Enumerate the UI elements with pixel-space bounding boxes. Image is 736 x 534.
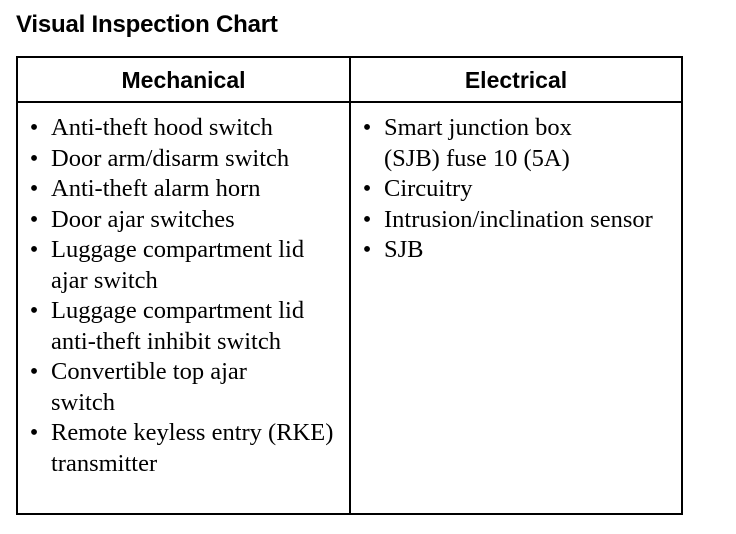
bullet-icon: • — [362, 114, 372, 141]
list-item — [359, 174, 674, 205]
inspection-table — [16, 56, 683, 515]
list-item-text: SJB — [384, 236, 424, 263]
list-item-text: Circuitry — [384, 175, 473, 202]
list-item — [26, 357, 316, 418]
bullet-icon: • — [29, 297, 39, 324]
mechanical-cell — [18, 103, 351, 513]
bullet-icon: • — [29, 419, 39, 446]
electrical-cell — [351, 103, 681, 513]
list-item — [359, 205, 659, 236]
list-item — [26, 235, 341, 296]
column-header-electrical: Electrical — [351, 58, 681, 103]
list-item — [26, 296, 341, 357]
list-item-text: Anti-theft hood switch — [51, 114, 273, 141]
mechanical-list — [26, 113, 345, 479]
electrical-list — [359, 113, 677, 266]
bullet-icon: • — [362, 205, 372, 233]
list-item-text: Convertible top ajar switch — [51, 358, 247, 416]
list-item — [26, 144, 351, 175]
list-item — [26, 113, 319, 144]
list-item-text: Smart junction box (SJB) fuse 10 (5A) — [384, 114, 572, 172]
list-item — [26, 205, 351, 236]
bullet-icon: • — [362, 175, 372, 202]
list-item-text: Door ajar switches — [51, 205, 235, 233]
list-item-text: Door arm/disarm switch — [51, 144, 290, 172]
chart-title: Visual Inspection Chart — [16, 11, 278, 38]
bullet-icon: • — [29, 205, 39, 233]
bullet-icon: • — [29, 114, 39, 141]
list-item — [359, 235, 674, 266]
list-item-text: Anti-theft alarm horn — [51, 175, 261, 202]
list-item — [359, 113, 629, 174]
bullet-icon: • — [29, 144, 39, 172]
list-item-text: Luggage compartment lid anti-theft inhibit switch — [51, 297, 305, 355]
bullet-icon: • — [29, 175, 39, 202]
list-item-text: Remote keyless entry (RKE) transmitter — [51, 419, 334, 477]
list-item-text: Intrusion/inclination sensor — [384, 205, 653, 233]
bullet-icon: • — [362, 236, 372, 263]
list-item — [26, 418, 336, 479]
column-header-mechanical: Mechanical — [18, 58, 351, 103]
list-item — [26, 174, 351, 205]
bullet-icon: • — [29, 358, 39, 385]
list-item-text: Luggage compartment lid ajar switch — [51, 236, 305, 294]
bullet-icon: • — [29, 236, 39, 263]
